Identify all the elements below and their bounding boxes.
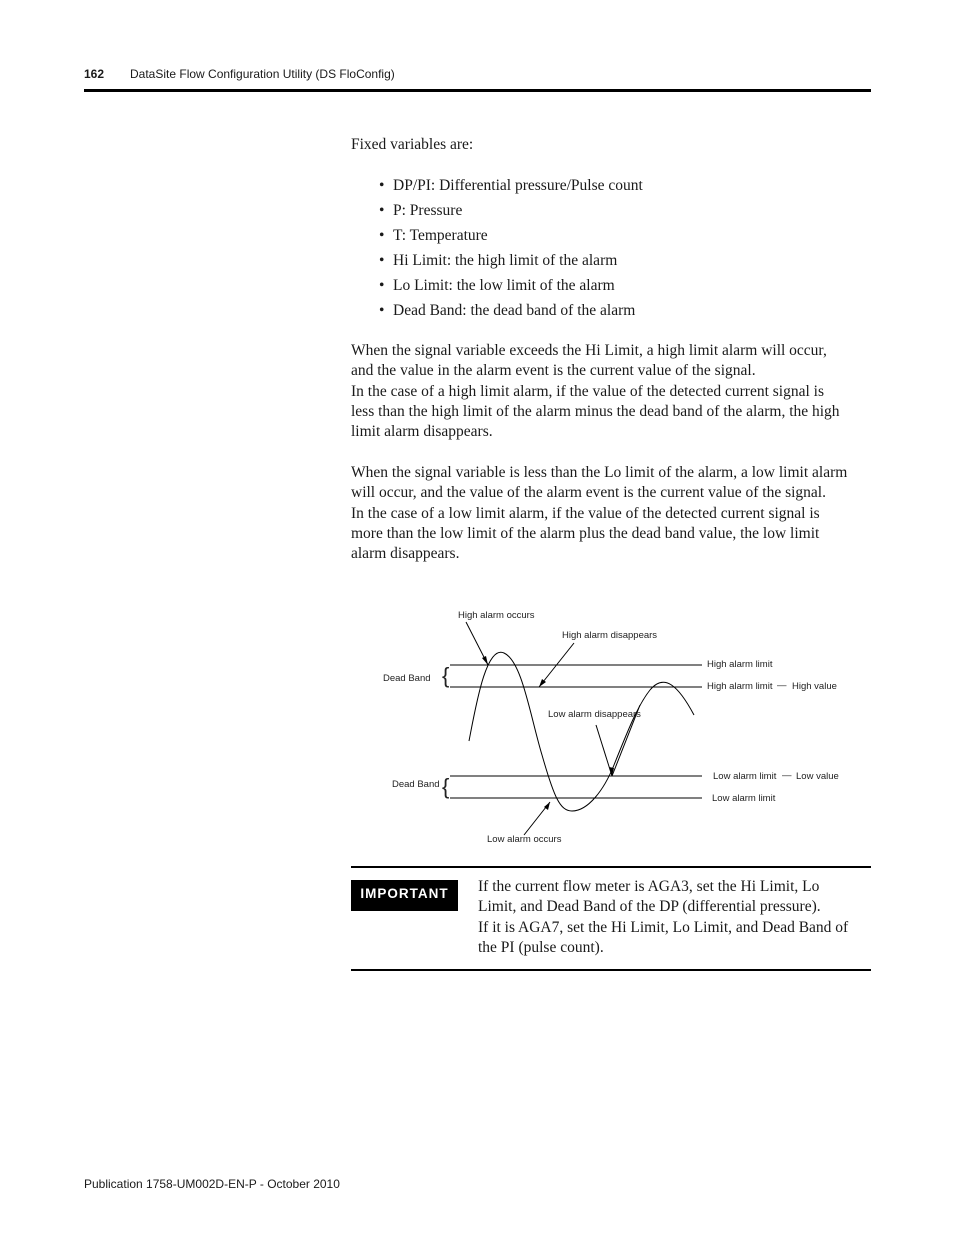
arrowhead-icon [482,656,488,665]
low-alarm-occurs-label: Low alarm occurs [487,834,562,845]
list-item: • Hi Limit: the high limit of the alarm [379,251,643,276]
high-alarm-disappears-label: High alarm disappears [562,630,658,641]
bullet-icon: • [379,227,385,244]
dead-band-brace-top: { [442,663,450,688]
important-top-rule [351,866,871,868]
low-alarm-limit-label: Low alarm limit [713,771,777,782]
bullet-icon: • [379,277,385,294]
high-alarm-paragraph: When the signal variable exceeds the Hi Limit, a high limit alarm will occur, and the value in the alarm event is the current value of the signal. In the case of a high limit alarm, if the value of the detected current signal is less than the high limit of the alarm minus the dead band of the alarm, the high limit alarm disappears. [351,342,840,441]
bullet-icon: • [379,202,385,219]
low-alarm-limit-label-2: Low alarm limit [712,793,776,804]
dead-band-brace-bottom: { [442,774,450,799]
intro-text: Fixed variables are: [351,136,474,153]
signal-curve [469,652,694,811]
high-value-label: High value [792,681,837,692]
dead-band-bottom-label: Dead Band [392,779,440,790]
list-item: • Lo Limit: the low limit of the alarm [379,276,643,301]
publication-footer: Publication 1758-UM002D-EN-P - October 2010 [84,1177,340,1191]
important-text: If the current flow meter is AGA3, set the Hi Limit, Lo Limit, and Dead Band of the DP (differential pressure). If it is AGA7, set the Hi Limit, Lo Limit, and Dead Band of the PI (pulse count). [478,878,849,956]
bullet-icon: • [379,252,385,269]
header-rule [84,89,871,92]
important-bottom-rule [351,969,871,971]
list-item: • Dead Band: the dead band of the alarm [379,301,643,326]
important-badge: IMPORTANT [351,880,458,911]
alarm-limit-diagram [376,605,856,850]
fixed-variables-list [379,176,643,326]
page-number: 162 [84,67,105,81]
high-alarm-limit-label-2: High alarm limit [707,681,773,692]
list-item: • T: Temperature [379,226,643,251]
bullet-icon: • [379,177,385,194]
low-value-label: Low value [796,771,839,782]
low-alarm-disappears-label: Low alarm disappears [548,709,641,720]
bullet-icon: • [379,302,385,319]
low-alarm-paragraph: When the signal variable is less than the Lo limit of the alarm, a low limit alarm will occur, and the value of the alarm event is the current value of the signal. In the case of a low limit alarm, if the value of the detected current signal is more than the low limit of the alarm plus the dead band value, the low limit alarm disappears. [351,464,848,563]
dash-separator-2: — [782,770,792,781]
running-header-title: DataSite Flow Configuration Utility (DS FloConfig) [130,67,395,81]
list-item: • DP/PI: Differential pressure/Pulse count [379,176,643,201]
dash-separator: — [777,680,787,691]
high-alarm-occurs-label: High alarm occurs [458,610,535,621]
dead-band-top-label: Dead Band [383,673,431,684]
list-item: • P: Pressure [379,201,643,226]
high-alarm-limit-label: High alarm limit [707,659,773,670]
